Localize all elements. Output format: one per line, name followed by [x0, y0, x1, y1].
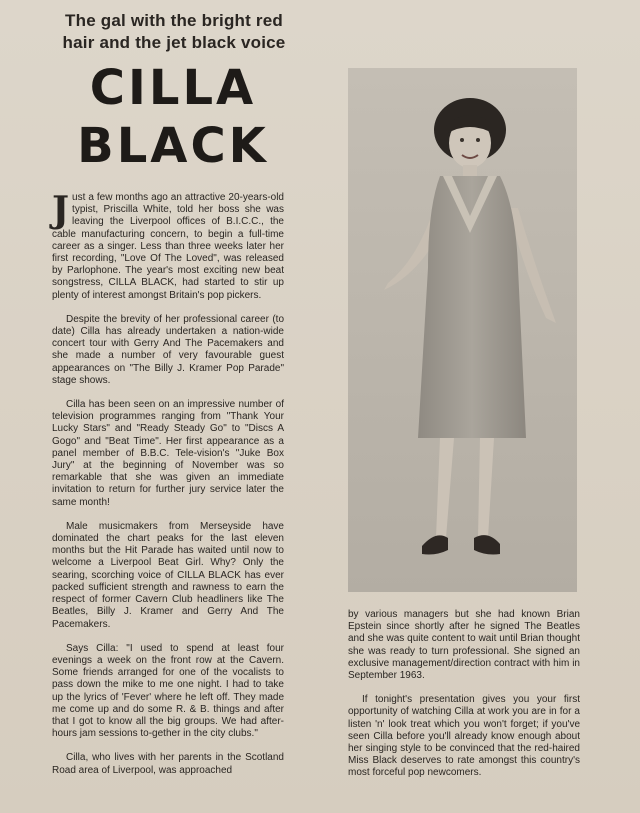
headline-first-name: CILLA [89, 60, 257, 116]
article-left-column [52, 189, 284, 789]
portrait-photo [348, 68, 577, 592]
article-paragraph: Cilla has been seen on an impressive number of television programmes ranging from "Thank Your Lucky Stars" and "Ready Steady Go" to "Discs A Gogo" and "Beat Time". Her first appearance as a panel member of B.B.C. Tele-vision's "Juke Box Jury" at the beginning of November was so remarkable that she was given an immediate invitation to return for further jury service later the same month! [52, 399, 284, 508]
article-paragraph [52, 189, 284, 302]
headline-last-name: BLACK [77, 118, 269, 174]
tagline: The gal with the bright red hair and the jet black voice [62, 11, 286, 52]
article-right-column [348, 609, 580, 792]
portrait-illustration [348, 68, 577, 592]
paragraph-text: ust a few months ago an attractive 20-years-old typist, Priscilla White, told her boss she was leaving the Liverpool offices of B.I.C.C., the cable manufacturing concern, to begin a full-time career as a singer. Less than three weeks later her first recording, "Love Of The Loved", was released by Parlophone. The year's most exciting new beat songstress, CILLA BLACK, had started to stir up plenty of interest amongst Britain's pop pickers. [52, 192, 284, 301]
article-paragraph: by various managers but she had known Brian Epstein since shortly after he signed The Beatles and she was quite content to wait until Brian thought she was ready to turn professional. She signed an exclusive management/direction contract with him in September 1963. [348, 609, 580, 682]
article-paragraph: Male musicmakers from Merseyside have dominated the chart peaks for the last eleven months but the Hit Parade has waited until now to welcome a Liverpool Beat Girl. Why? Only the searing, scorching voice of CILLA BLACK has ever packed sufficient strength and rawness to earn the respect of former Cavern Club headliners like The Beatles, Billy J. Kramer and Gerry And The Pacemakers. [52, 520, 284, 630]
article-paragraph: Says Cilla: "I used to spend at least four evenings a week on the front row at the Cavern. Some friends arranged for one of the vocalists to pass down the mike to me one night. I had to take up the lyrics of 'Fever' where he left off. They made me come up and do some R. & B. things and after that I got to know all the big groups. We had after-hours jam sessions to-gether in the city clubs." [52, 642, 284, 740]
article-paragraph: Cilla, who lives with her parents in the Scotland Road area of Liverpool, was approached [52, 752, 284, 776]
drop-cap: J [52, 189, 70, 231]
article-paragraph: Despite the brevity of her professional career (to date) Cilla has already undertaken a nation-wide concert tour with Gerry And The Pacemakers and she made a number of very favourable guest appearances on "The Billy J. Kramer Pop Parade" stage shows. [52, 313, 284, 386]
article-paragraph: If tonight's presentation gives you your first opportunity of watching Cilla at work you are in for a listen 'n' look treat which you won't forget; if you've seen Cilla before you'll already know enough about her singing style to be convinced that the red-haired Miss Black deserves to rate amongst this country's most forceful pop newcomers. [348, 694, 580, 779]
